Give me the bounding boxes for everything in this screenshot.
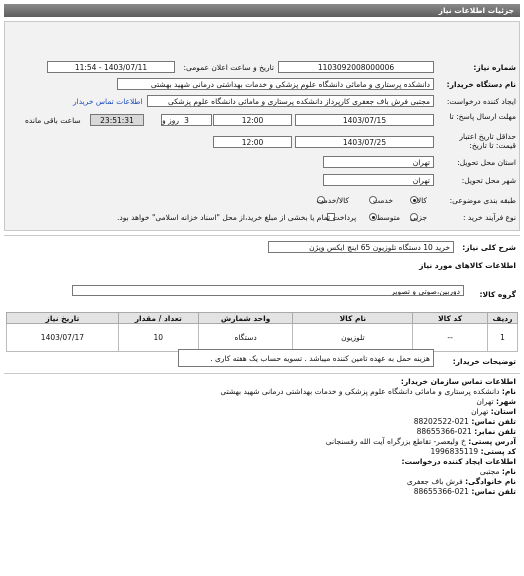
deadline-date-field[interactable]: 1403/07/15 — [295, 114, 434, 126]
buyer-contact-fax: تلفن نمابر: 021-88655366 — [416, 427, 516, 436]
goods-table — [6, 312, 518, 352]
summary-field[interactable]: خرید 10 دستگاه تلوزیون 65 اینچ ایکس ویژن — [268, 241, 454, 253]
cell-qty: 10 — [118, 324, 198, 352]
col-qty: تعداد / مقدار — [118, 313, 198, 324]
cell-row: 1 — [488, 324, 518, 352]
validity-label-1: حداقل تاریخ اعتبار — [459, 132, 516, 141]
col-code: کد کالا — [413, 313, 488, 324]
creator-contact-name: نام: مجتبی — [479, 467, 516, 476]
col-name: نام کالا — [293, 313, 413, 324]
cell-name: تلوزیون — [293, 324, 413, 352]
buyer-contact-title: اطلاعات تماس سازمان خریدار: — [400, 377, 516, 386]
buyer-org-label: نام دستگاه خریدار: — [446, 80, 516, 89]
creator-contact-title: اطلاعات ایجاد کننده درخواست: — [401, 457, 516, 466]
creator-contact-family: نام خانوادگی: فرش باف جعفری — [406, 477, 516, 486]
goods-group-field[interactable]: دوربین،صوتی و تصویر — [72, 285, 464, 296]
col-unit: واحد شمارش — [198, 313, 293, 324]
table-row[interactable] — [7, 324, 518, 352]
cell-date: 1403/07/17 — [7, 324, 119, 352]
province-field[interactable]: تهران — [323, 156, 434, 168]
col-date: تاریخ نیاز — [7, 313, 119, 324]
announce-date-label: تاریخ و ساعت اعلان عمومی: — [183, 63, 274, 72]
need-number-label: شماره نیاز: — [473, 63, 516, 72]
col-row: ردیف — [488, 313, 518, 324]
buyer-notes-label: توضیحات خریدار: — [452, 357, 516, 366]
days-field[interactable]: 3 — [161, 114, 212, 126]
divider — [4, 373, 520, 374]
buyer-notes-field[interactable]: هزینه حمل به عهده تامین کننده میباشد . تسویه حساب یک هفته کاری . — [178, 349, 434, 367]
purchase-minor-text: جزیی — [409, 213, 427, 222]
validity-time-field[interactable]: 12:00 — [213, 136, 292, 148]
validity-label-2: قیمت: تا تاریخ: — [469, 141, 516, 150]
buyer-contact-postal: کد پستی: 1996835119 — [430, 447, 516, 456]
category-goods-text: کالا — [416, 196, 427, 205]
buyer-contact-name: نام: دانشکده پرستاری و مامائی دانشگاه علوم پزشکی و خدمات بهداشتی درمانی شهید بهشتی — [220, 387, 516, 396]
category-service-text: خدمت — [373, 196, 393, 205]
goods-table-header — [7, 313, 518, 324]
category-mixed-text: کالا/خدمت — [316, 196, 349, 205]
creator-field[interactable]: مجتبی فرش باف جعفری کارپرداز دانشکده پرستاری و مامائی دانشگاه علوم پزشکی — [147, 95, 434, 107]
province-label: استان محل تحویل: — [457, 158, 516, 167]
deadline-time-field[interactable]: 12:00 — [213, 114, 292, 126]
validity-date-field[interactable]: 1403/07/25 — [295, 136, 434, 148]
remaining-time-label: ساعت باقی مانده — [25, 116, 81, 125]
buyer-contact-city: شهر: تهران — [476, 397, 516, 406]
creator-contact-phone: تلفن تماس: 021-88655366 — [413, 487, 516, 496]
summary-label: شرح کلی نیاز: — [462, 243, 516, 252]
buyer-org-field[interactable]: دانشکده پرستاری و مامائی دانشگاه علوم پزشکی و خدمات بهداشتی درمانی شهید بهشتی — [117, 78, 434, 90]
page-title: جزئیات اطلاعات نیاز — [438, 6, 514, 15]
purchase-type-label: نوع فرآیند خرید : — [462, 213, 516, 222]
buyer-contact-link[interactable]: اطلاعات تماس خریدار — [73, 97, 143, 106]
category-label: طبقه بندی موضوعی: — [449, 196, 516, 205]
announce-date-field[interactable]: 1403/07/11 - 11:54 — [47, 61, 175, 73]
divider — [4, 235, 520, 236]
buyer-contact-address: آدرس پستی: خ ولیعصر- تقاطع بزرگراه آیت الله رفسنجانی — [325, 437, 516, 446]
remaining-time-field: 23:51:31 — [90, 114, 144, 126]
days-label: روز و — [162, 116, 179, 125]
city-label: شهر محل تحویل: — [461, 176, 516, 185]
goods-group-label: گروه کالا: — [479, 290, 516, 299]
buyer-contact-phone: تلفن تماس: 021-88202522 — [413, 417, 516, 426]
buyer-contact-province: استان: تهران — [471, 407, 516, 416]
cell-unit: دستگاه — [198, 324, 293, 352]
need-number-field[interactable]: 1103092008000006 — [278, 61, 434, 73]
creator-label: ایجاد کننده درخواست: — [446, 97, 516, 106]
treasury-payment-text: پرداخت تمام یا بخشی از مبلغ خرید،از محل "اسناد خزانه اسلامی" خواهد بود. — [117, 213, 357, 222]
page-title-bar — [4, 4, 520, 17]
city-field[interactable]: تهران — [323, 174, 434, 186]
cell-code: -- — [413, 324, 488, 352]
goods-section-title: اطلاعات کالاهای مورد نیاز — [419, 261, 516, 270]
need-info-panel — [4, 21, 520, 231]
purchase-medium-text: متوسط — [376, 213, 400, 222]
deadline-label: مهلت ارسال پاسخ: تا — [449, 112, 516, 121]
